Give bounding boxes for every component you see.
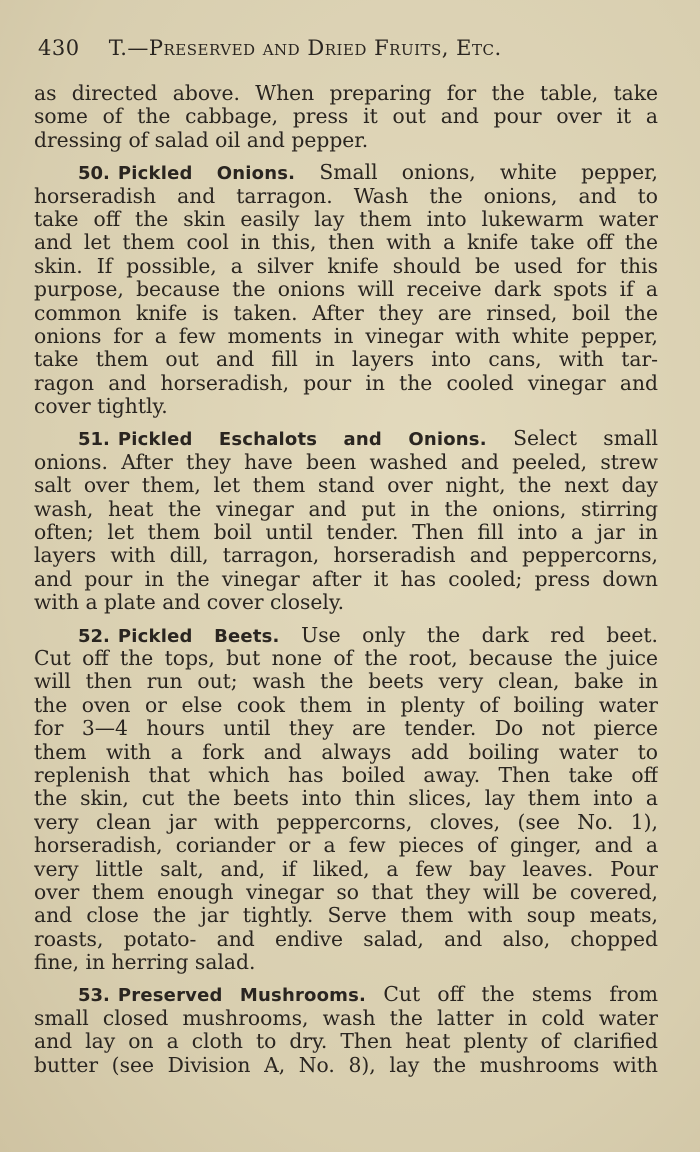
intro-paragraph <box>34 82 658 152</box>
running-header <box>38 36 658 60</box>
text-line: roasts, potato- and endive salad, and also, chopped <box>34 927 658 951</box>
paragraph-gap <box>34 615 658 624</box>
text-line: horseradish and tarragon. Wash the onions, and to <box>34 184 658 208</box>
text-line: some of the cabbage, press it out and pour over it a <box>34 105 658 129</box>
text-line: onions. After they have been washed and peeled, strew <box>34 450 658 474</box>
text-line: take them out and fill in layers into cans, with tar- <box>34 348 658 372</box>
text-line: wash, heat the vinegar and put in the onions, stirring <box>34 497 658 521</box>
text-line: cover tightly. <box>34 395 168 419</box>
text-line: butter (see Division A, No. 8), lay the mushrooms with <box>34 1053 658 1077</box>
recipe-number: 51. <box>78 429 110 451</box>
recipe-first-line <box>34 161 658 184</box>
text-line: skin. If possible, a silver knife should be used for this <box>34 254 658 278</box>
text-line: very little salt, and, if liked, a few bay leaves. Pour <box>34 857 658 881</box>
recipe-first-line-text: Small onions, white pepper, <box>319 161 658 185</box>
text-line: and close the jar tightly. Serve them with soup meats, <box>34 904 658 928</box>
page-number: 430 <box>38 36 80 60</box>
recipe-first-line <box>34 624 658 647</box>
text-line: with a plate and cover closely. <box>34 591 345 615</box>
text-line: Cut off the tops, but none of the root, because the juice <box>34 646 658 670</box>
text-line: dressing of salad oil and pepper. <box>34 128 369 152</box>
text-line: over them enough vinegar so that they will be covered, <box>34 880 658 904</box>
text-line: replenish that which has boiled away. Then take off <box>34 763 658 787</box>
text-line: for 3—4 hours until they are tender. Do not pierce <box>34 717 658 741</box>
paragraph-gap <box>34 152 658 161</box>
text-line: and pour in the vinegar after it has cooled; press down <box>34 567 658 591</box>
recipe-title: Pickled Eschalots and Onions. <box>117 429 487 451</box>
recipe-first-line <box>34 983 658 1006</box>
recipe-number: 50. <box>78 163 110 185</box>
recipe-title: Pickled Onions. <box>117 163 296 185</box>
text-line: often; let them boil until tender. Then fill into a jar in <box>34 521 658 545</box>
text-line: onions for a few moments in vinegar with white pepper, <box>34 324 658 348</box>
paragraph-gap <box>34 418 658 427</box>
text-line: fine, in herring salad. <box>34 951 256 975</box>
text-line: the skin, cut the beets into thin slices, lay them into a <box>34 787 658 811</box>
recipe-first-line <box>34 427 658 450</box>
text-line: take off the skin easily lay them into lukewarm water <box>34 207 658 231</box>
chapter-title: T.—Preserved and Dried Fruits, Etc. <box>108 36 502 60</box>
text-line: the oven or else cook them in plenty of boiling water <box>34 693 658 717</box>
text-line: salt over them, let them stand over night, the next day <box>34 474 658 498</box>
paragraph-gap <box>34 974 658 983</box>
text-line: common knife is taken. After they are rinsed, boil the <box>34 301 658 325</box>
text-line: and lay on a cloth to dry. Then heat plenty of clarified <box>34 1030 658 1054</box>
recipe-number: 53. <box>78 985 110 1007</box>
recipe-paragraph <box>34 161 658 418</box>
text-line: as directed above. When preparing for the table, take <box>34 82 658 105</box>
recipe-first-line-text: Use only the dark red beet. <box>301 623 658 647</box>
text-line: them with a fork and always add boiling water to <box>34 740 658 764</box>
text-line: small closed mushrooms, wash the latter in cold water <box>34 1006 658 1030</box>
recipe-first-line-text: Cut off the stems from <box>383 983 658 1007</box>
page-body <box>34 82 658 1077</box>
recipe-paragraph <box>34 983 658 1077</box>
text-line: ragon and horseradish, pour in the cooled vinegar and <box>34 371 658 395</box>
recipe-first-line-text: Select small <box>513 427 658 451</box>
recipe-title: Preserved Mushrooms. <box>117 985 367 1007</box>
text-line: and let them cool in this, then with a knife take off the <box>34 231 658 255</box>
text-line: purpose, because the onions will receive dark spots if a <box>34 278 658 302</box>
text-line: horseradish, coriander or a few pieces of ginger, and a <box>34 834 658 858</box>
text-line: very clean jar with peppercorns, cloves, (see No. 1), <box>34 810 658 834</box>
recipe-paragraph <box>34 427 658 614</box>
recipe-title: Pickled Beets. <box>117 625 280 647</box>
text-line: will then run out; wash the beets very clean, bake in <box>34 670 658 694</box>
recipe-number: 52. <box>78 625 110 647</box>
recipe-paragraph <box>34 624 658 975</box>
text-line: layers with dill, tarragon, horseradish and peppercorns, <box>34 544 658 568</box>
